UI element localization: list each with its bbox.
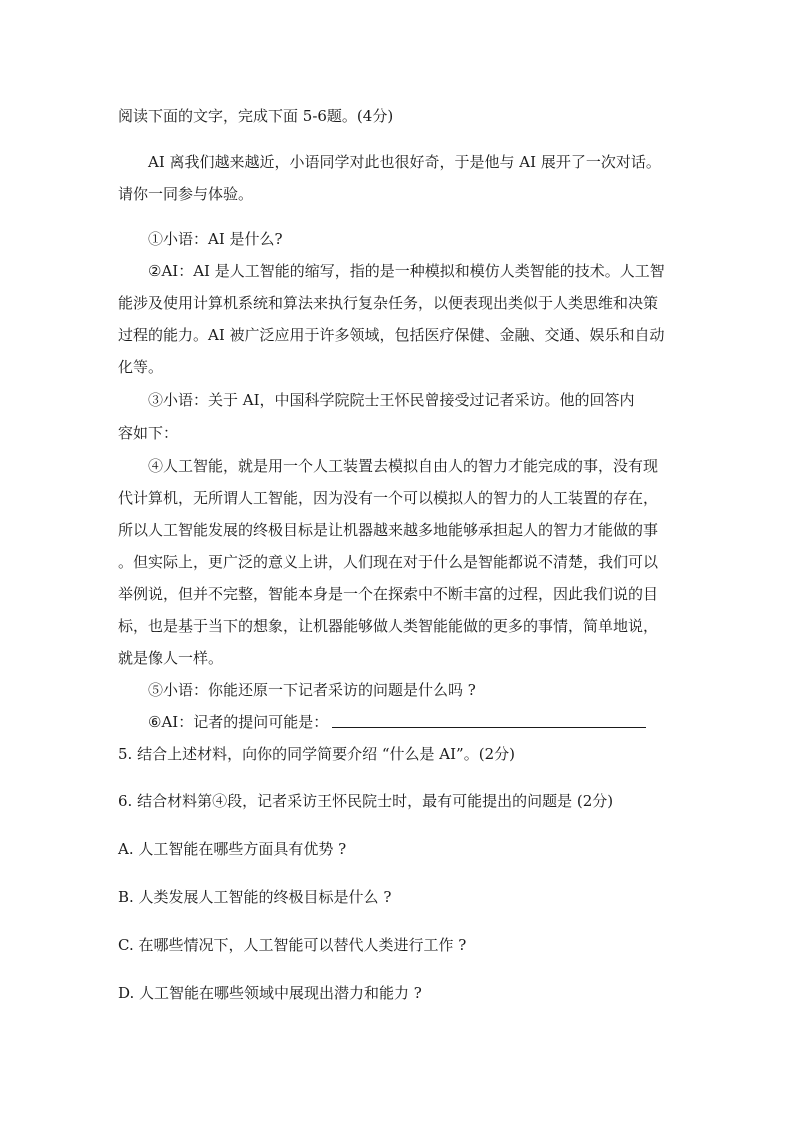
option-d: D. 人工智能在哪些领域中展现出潜力和能力 ? <box>118 984 422 1002</box>
intro-line-2: 请你一同参与体验。 <box>118 185 254 203</box>
option-a: A. 人工智能在哪些方面具有优势 ? <box>118 840 347 858</box>
dialogue-p4-line: 代计算机，无所谓人工智能，因为没有一个可以模拟人的智力的人工装置的存在， <box>118 489 659 507</box>
dialogue-p4-line: 所以人工智能发展的终极目标是让机器越来越多地能够承担起人的智力才能做的事 <box>118 521 659 539</box>
dialogue-p2-line: 能涉及使用计算机系统和算法来执行复杂任务，以便表现出类似于人类思维和决策 <box>118 294 659 312</box>
answer-blank-line <box>332 727 646 728</box>
dialogue-p4-line: ④人工智能，就是用一个人工装置去模拟自由人的智力才能完成的事，没有现 <box>148 457 659 475</box>
dialogue-p5: ⑤小语：你能还原一下记者采访的问题是什么吗 ? <box>148 681 476 699</box>
dialogue-p3-line: 容如下： <box>118 424 179 442</box>
dialogue-p4-line: 。但实际上，更广泛的意义上讲，人们现在对于什么是智能都说不清楚，我们可以 <box>118 553 659 571</box>
dialogue-p6: ⑥AI：记者的提问可能是： <box>148 713 329 731</box>
question-5: 5. 结合上述材料，向你的同学简要介绍 “什么是 AI”。(2分) <box>118 745 515 763</box>
instruction-text: 阅读下面的文字，完成下面 5-6题。(4分) <box>118 107 394 125</box>
question-6: 6. 结合材料第④段，记者采访王怀民院士时，最有可能提出的问题是 (2分) <box>118 792 614 810</box>
dialogue-p2-line: 化等。 <box>118 358 164 376</box>
intro-line-1: AI 离我们越来越近，小语同学对此也很好奇，于是他与 AI 展开了一次对话。 <box>148 153 661 171</box>
dialogue-p3-line: ③小语：关于 AI，中国科学院院士王怀民曾接受过记者采访。他的回答内 <box>148 391 635 409</box>
dialogue-p4-line: 举例说，但并不完整，智能本身是一个在探索中不断丰富的过程，因此我们说的目 <box>118 585 659 603</box>
dialogue-p4-line: 就是像人一样。 <box>118 649 224 667</box>
dialogue-p2-line: 过程的能力。AI 被广泛应用于许多领域，包括医疗保健、金融、交通、娱乐和自动 <box>118 326 665 344</box>
dialogue-p1: ①小语：AI 是什么? <box>148 230 283 248</box>
option-c: C. 在哪些情况下，人工智能可以替代人类进行工作 ? <box>118 936 467 954</box>
option-b: B. 人类发展人工智能的终极目标是什么 ? <box>118 888 392 906</box>
dialogue-p4-line: 标，也是基于当下的想象，让机器能够做人类智能能做的更多的事情，简单地说， <box>118 617 659 635</box>
dialogue-p2-line: ②AI：AI 是人工智能的缩写，指的是一种模拟和模仿人类智能的技术。人工智 <box>148 262 665 280</box>
